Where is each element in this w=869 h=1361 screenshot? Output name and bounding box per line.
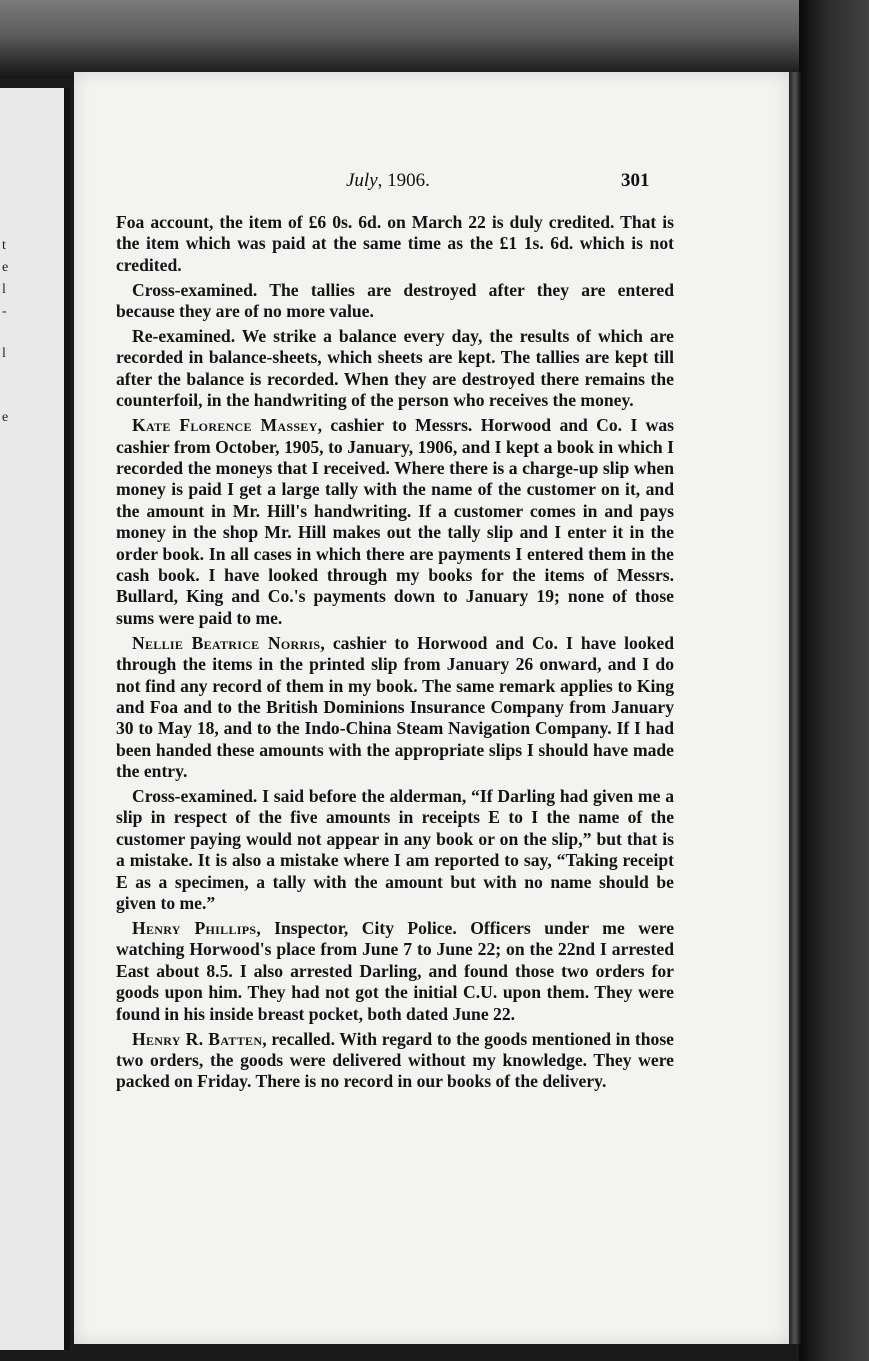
paragraph-text: Foa account, the item of £6 0s. 6d. on March 22 is duly credited. That is the item which was paid at the same time as the £1 1s. 6d. which is not credited. (116, 212, 674, 275)
paragraph-text: Re-examined. We strike a balance every day, the results of which are recorded in balance-sheets, which sheets are kept. The tallies are kept till after the balance is recorded. When they are destroyed there remains the counterfoil, in the handwriting of the person who receives the money. (116, 326, 674, 411)
facing-page-letter: t (2, 238, 6, 253)
witness-name: Henry Phillips (132, 918, 257, 938)
document-page (74, 72, 789, 1344)
page-header (74, 170, 789, 194)
paragraph (116, 280, 674, 323)
paragraph-text: Cross-examined. The tallies are destroyed after they are entered because they are of no more value. (116, 279, 674, 322)
paragraph-text: , recalled. With regard to the goods mentioned in those two orders, the goods were delivered without my knowledge. They were packed on Friday. There is no record in our books of the delivery. (116, 1028, 674, 1092)
facing-page-fragment (0, 88, 70, 1350)
paragraph-text: , Inspector, City Police. Officers under me were watching Horwood's place from June 7 to June 22; on the 22nd I arrested East about 8.5. I also arrested Darling, and found those two orders for goods upon him. They had not got the initial C.U. upon them. They were found in his inside breast pocket, both dated June 22. (116, 918, 675, 1024)
page-number: 301 (621, 170, 650, 191)
witness-name: Nellie Beatrice Norris (132, 632, 321, 653)
scan-background-right (799, 0, 869, 1361)
paragraph (116, 633, 674, 783)
facing-page-letter: l (2, 346, 6, 361)
paragraph (116, 212, 674, 276)
paragraph-text: , cashier to Horwood and Co. I have looked through the items in the printed slip from January 26 onward, and I do not find any record of them in my book. The same remark applies to King and Foa and to the British Dominions Insurance Company from January 30 to May 18, and to the Indo-China Steam Navigation Company. If I had been handed these amounts with the appropriate slips I should have made the entry. (116, 632, 674, 782)
paragraph (116, 786, 674, 914)
running-title-year: , 1906. (377, 170, 430, 191)
paragraph (116, 415, 674, 629)
paragraph (116, 918, 674, 1025)
witness-name: Kate Florence Massey (132, 415, 318, 436)
body-text (116, 212, 674, 1096)
paragraph (116, 1029, 674, 1093)
running-title (346, 170, 430, 192)
paragraph-text: , cashier to Messrs. Horwood and Co. I was cashier from October, 1905, to January, 1906, and I kept a book in which I recorded the moneys that I received. Where there is a charge-up slip when money is paid I get a large tally with the name of the customer on it, and the amount in Mr. Hill's handwriting. If a customer comes in and pays money in the shop Mr. Hill makes out the tally slip and I enter it in the order book. In all cases in which there are payments I entered them in the cash book. I have looked through my books for the items of Messrs. Bullard, King and Co.'s payments down to January 19; none of those sums were paid to me. (116, 415, 674, 628)
page-edge (789, 72, 801, 1344)
facing-page-letter: e (2, 260, 9, 275)
facing-page-letter: l (2, 282, 6, 297)
facing-page-letter: e (2, 410, 9, 425)
paragraph-text: Cross-examined. I said before the alderman, “If Darling had given me a slip in respect of the five amounts in receipts E to I the name of the customer paying would not appear in any book or on the slip,” but that is a mistake. It is also a mistake where I am reported to say, “Taking receipt E as a specimen, a tally with the amount but with no name should be given to me.” (116, 786, 674, 914)
paragraph (116, 326, 674, 412)
scan-background-top (0, 0, 869, 78)
running-title-month: July (346, 170, 378, 191)
witness-name: Henry R. Batten (132, 1028, 263, 1049)
facing-page-letter: - (2, 304, 7, 319)
